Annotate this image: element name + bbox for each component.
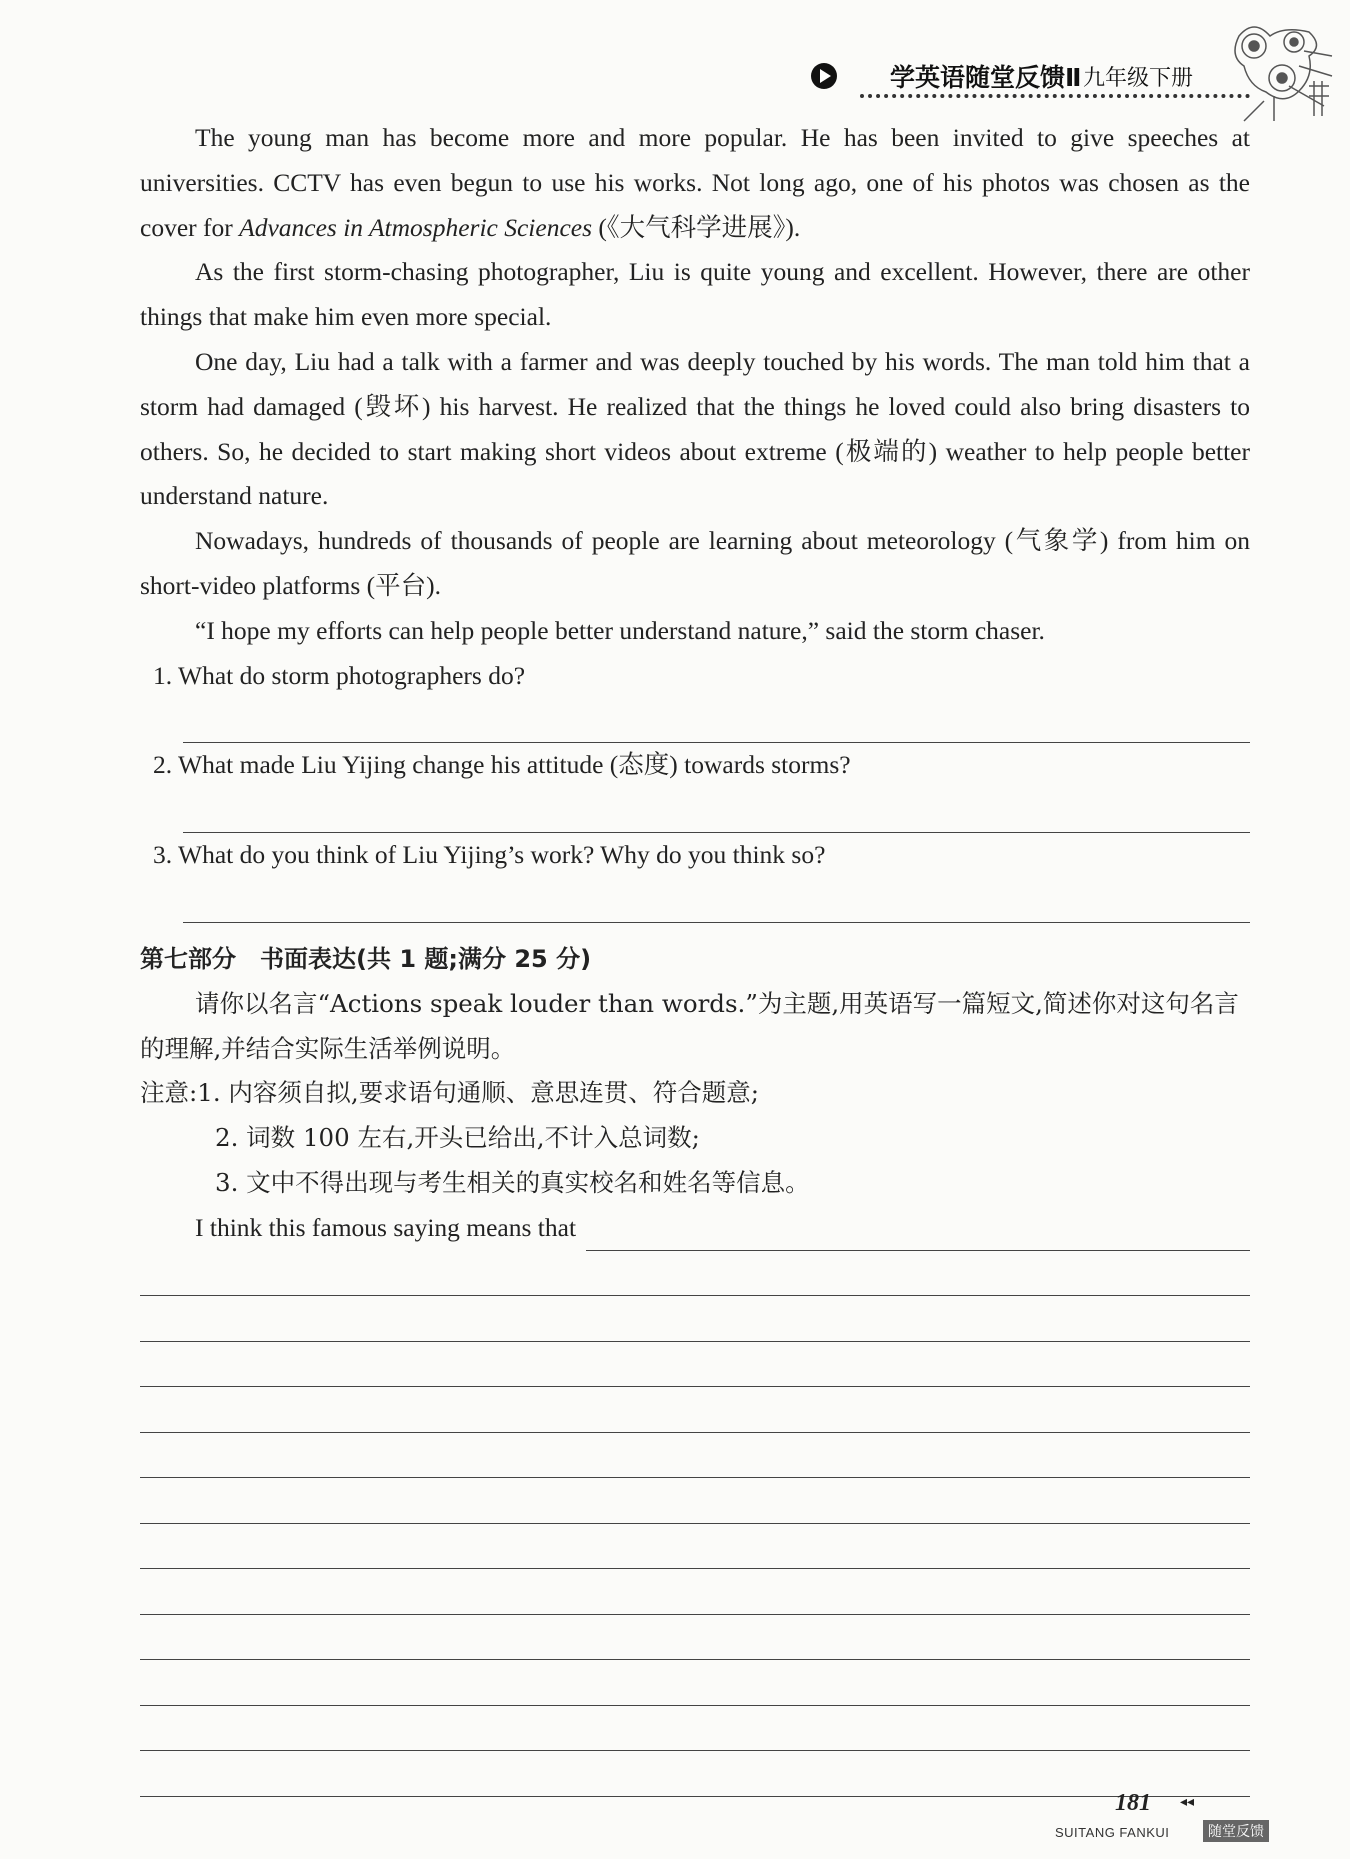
writing-line[interactable] — [140, 1615, 1250, 1661]
writing-line[interactable] — [140, 1251, 1250, 1297]
passage-paragraph: The young man has become more and more popular. He has been invited to give speeches at universities. CCTV has even begun to use his works. Not long ago, one of his photos was chosen as the cover for Advances in Atmospheric Sciences (《大气科学进展》). — [140, 123, 1250, 242]
answer-line-1[interactable] — [183, 698, 1250, 743]
writing-lead-text: I think this famous saying means that — [195, 1212, 577, 1242]
footer-brand-box: 随堂反馈 — [1203, 1820, 1269, 1842]
answer-line-2[interactable] — [183, 788, 1250, 833]
writing-note-3: 3. 文中不得出现与考生相关的真实校名和姓名等信息。 — [215, 1167, 810, 1197]
writing-lead — [140, 1206, 1250, 1251]
page-content — [140, 116, 1250, 1797]
question-1: 1. What do storm photographers do? — [153, 660, 526, 690]
question-3: 3. What do you think of Liu Yijing’s work? Why do you think so? — [153, 840, 826, 870]
writing-note-1: 注意:1. 内容须自拟,要求语句通顺、意思连贯、符合题意; — [140, 1078, 759, 1108]
writing-line[interactable] — [140, 1433, 1250, 1479]
journal-title: Advances in Atmospheric Sciences — [239, 212, 593, 242]
passage-paragraph: “I hope my efforts can help people better understand nature,” said the storm chaser. — [195, 615, 1045, 645]
writing-line[interactable] — [140, 1524, 1250, 1570]
header-divider — [860, 94, 1250, 98]
writing-line[interactable] — [140, 1387, 1250, 1433]
page-footer — [1055, 1790, 1295, 1850]
passage-paragraph: As the first storm-chasing photographer, Liu is quite young and excellent. However, there are other things that make him even more special. — [140, 257, 1250, 332]
question-2: 2. What made Liu Yijing change his attitude (态度) towards storms? — [153, 750, 851, 780]
writing-line[interactable] — [140, 1478, 1250, 1524]
section-title: 第七部分 书面表达(共 1 题;满分 25 分) — [140, 944, 592, 973]
page-header — [810, 52, 1250, 104]
writing-line[interactable] — [140, 1706, 1250, 1752]
writing-line[interactable] — [140, 1296, 1250, 1342]
writing-note-2: 2. 词数 100 左右,开头已给出,不计入总词数; — [215, 1123, 700, 1153]
answer-line-3[interactable] — [183, 878, 1250, 923]
writing-lead-blank[interactable] — [586, 1220, 1250, 1251]
play-icon — [810, 62, 838, 90]
footer-brand-text: SUITANG FANKUI — [1055, 1825, 1170, 1840]
header-title: 学英语随堂反馈Ⅱ — [890, 63, 1082, 92]
writing-instruction: 请你以名言“Actions speak louder than words.”为主题,用英语写一篇短文,简述你对这句名言的理解,并结合实际生活举例说明。 — [140, 988, 1239, 1063]
page-number: 181 — [1115, 1790, 1151, 1816]
passage-paragraph: One day, Liu had a talk with a farmer and was deeply touched by his words. The man told him that a storm had damaged (毁坏) his harvest. He realized that the things he loved could also bring disasters to others. So, he decided to start making short videos about extreme (极端的) weather to help people better understand nature. — [140, 346, 1250, 511]
back-arrows-icon: ◂◂ — [1180, 1795, 1195, 1810]
flower-decoration-icon — [1214, 16, 1334, 126]
writing-line[interactable] — [140, 1569, 1250, 1615]
writing-line[interactable] — [140, 1342, 1250, 1388]
passage-paragraph: Nowadays, hundreds of thousands of people are learning about meteorology (气象学) from him on short-video platforms (平台). — [140, 526, 1250, 600]
header-subtitle: 九年级下册 — [1083, 66, 1194, 91]
writing-line[interactable] — [140, 1660, 1250, 1706]
